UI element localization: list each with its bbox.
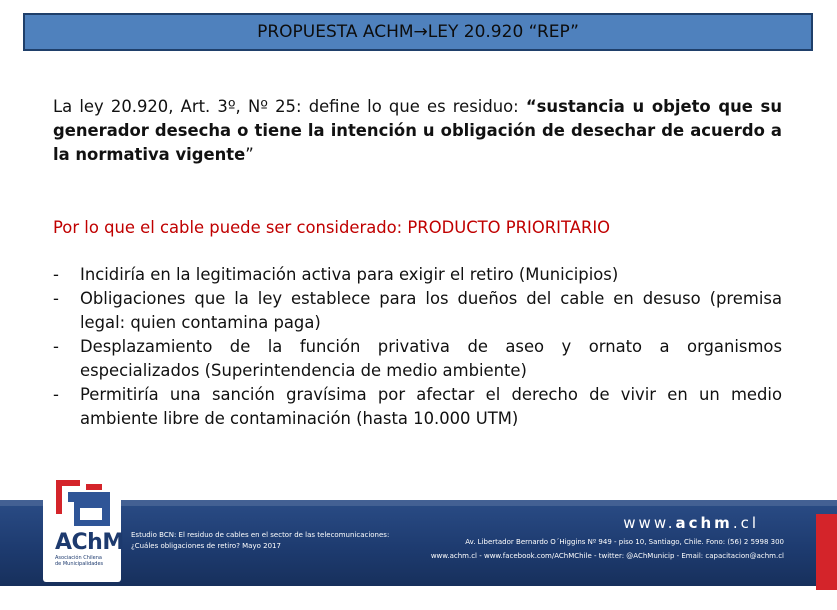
list-item <box>53 287 782 335</box>
logo-subtitle <box>55 555 103 567</box>
list-item <box>53 383 782 431</box>
website-url[interactable] <box>623 514 759 532</box>
definition-quote: “sustancia u objeto que su generador desecha o tiene la intención u obligación de desechar de acuerdo a la normativa vigente <box>53 97 782 164</box>
website-suffix: .cl <box>732 514 759 532</box>
list-item-text: Desplazamiento de la función privativa de aseo y ornato a organismos especializados (Superintendencia de medio ambiente) <box>80 337 782 380</box>
conclusion-text: Por lo que el cable puede ser considerado: PRODUCTO PRIORITARIO <box>53 218 611 237</box>
slide-title: PROPUESTA ACHM→LEY 20.920 “REP” <box>257 22 579 42</box>
address-line: Av. Libertador Bernardo O´Higgins Nº 949 - piso 10, Santiago, Chile. Fono: (56) 2 5998 300 <box>465 538 784 546</box>
study-reference <box>131 530 389 552</box>
list-item <box>53 335 782 383</box>
consequence-list <box>53 263 782 431</box>
bullet-dash: - <box>53 265 59 284</box>
logo-subtitle-line-2: de Municipalidades <box>55 561 104 567</box>
logo-blue-shape <box>68 492 110 526</box>
contact-info <box>431 535 784 563</box>
contact-links: www.achm.cl - www.facebook.com/AChMChile - twitter: @AChMunicip - Email: capacitacion@achm.cl <box>430 552 784 560</box>
definition-quote-close: ” <box>245 145 254 164</box>
bullet-dash: - <box>53 337 59 356</box>
slide-title-bar <box>23 13 813 51</box>
bullet-dash: - <box>53 289 59 308</box>
list-item-text: Obligaciones que la ley establece para los dueños del cable en desuso (premisa legal: quien contamina paga) <box>80 289 782 332</box>
bullet-dash: - <box>53 385 59 404</box>
logo-subtitle-line-1: Asociación Chilena <box>55 555 102 561</box>
list-item-text: Permitiría una sanción gravísima por afectar el derecho de vivir en un medio ambiente libre de contaminación (hasta 10.000 UTM) <box>80 385 782 428</box>
list-item-text: Incidiría en la legitimación activa para exigir el retiro (Municipios) <box>80 265 619 284</box>
study-reference-line-1: Estudio BCN: El residuo de cables en el sector de las telecomunicaciones: <box>131 531 390 539</box>
website-brand: achm <box>675 514 733 532</box>
list-item <box>53 263 782 287</box>
definition-intro: La ley 20.920, Art. 3º, Nº 25: define lo que es residuo: <box>53 97 526 116</box>
study-reference-line-2: ¿Cuáles obligaciones de retiro? Mayo 2017 <box>131 542 281 550</box>
definition-paragraph <box>53 95 782 167</box>
red-accent-bar <box>816 514 837 590</box>
achm-logo-icon <box>50 474 116 530</box>
logo-text: AChM <box>55 530 124 555</box>
footer-stripe <box>0 500 837 506</box>
logo-red-block <box>86 484 102 490</box>
website-prefix: www. <box>623 514 676 532</box>
